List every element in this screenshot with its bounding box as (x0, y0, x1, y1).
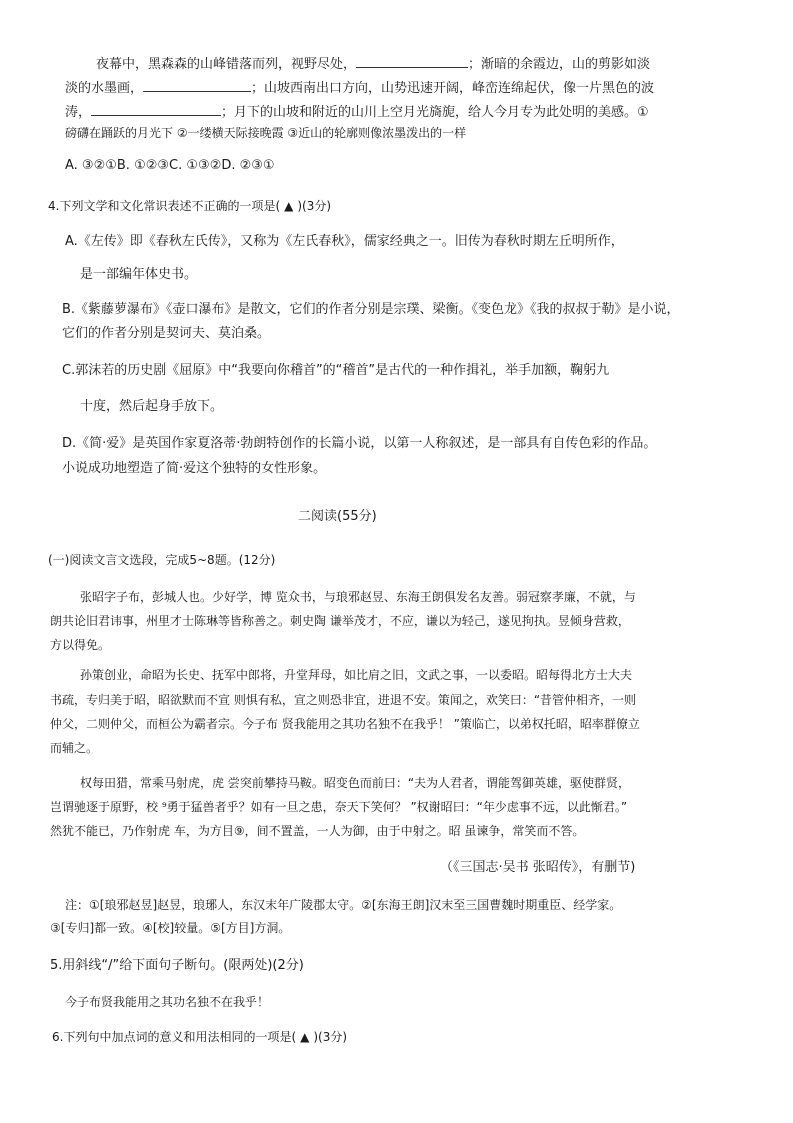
poem-line-2 (65, 77, 654, 98)
q4-option-d-line1: D.《简·爱》是英国作家夏洛蒂·勃朗特创作的长篇小说，以第一人称叙述，是一部具有自传色彩的作品。 (62, 436, 657, 451)
q5-sentence: 今子布贤我能用之其功名独不在我乎！ (65, 995, 270, 1009)
passage-p2-line3: 仲父，二则仲父，而桓公为霸者宗。今子布 贤我能用之其功名独不在我乎！ ”策临亡，以弟权托昭，昭率群僚立 (50, 717, 640, 731)
q4-option-c-line1: C.郭沫若的历史剧《屈原》中“我要向你稽首”的“稽首”是古代的一种作揖礼，举手加额，鞠躬九 (62, 363, 610, 378)
q6-stem-text: 6.下列句中加点词的意义和用法相同的一项是( (52, 1030, 297, 1044)
poem-text: 淡的水墨画， (65, 81, 144, 96)
notes-line1: 注：①[琅邪赵昱]赵昱，琅琊人，东汉末年广陵郡太守。②[东海王朗]汉末至三国曹魏时期重臣、经学家。 (65, 898, 622, 912)
q4-option-a-line1: A.《左传》即《春秋左氏传》，又称为《左氏春秋》，儒家经典之一。旧传为春秋时期左丘明所作， (65, 234, 624, 249)
q6-score: )(3分) (313, 1030, 348, 1044)
triangle-marker-icon: ▲ (284, 199, 294, 213)
poem-text: 涛， (65, 105, 92, 120)
answer-blank[interactable] (91, 101, 221, 116)
q4-stem (48, 197, 331, 215)
part1-header: (一)阅读文言文选段，完成5~8题。(12分) (48, 553, 276, 567)
q6-stem (52, 1028, 347, 1046)
q4-option-b-line2: 它们的作者分别是契诃夫、莫泊桑。 (62, 326, 271, 341)
notes-line2: ③[专归]都一致。④[校]较量。⑤[方目]方洞。 (50, 921, 291, 935)
passage-p3-line3: 然犹不能已，乃作射虎 车，为方目⑨，间不置盖，一人为御，由于中射之。昭 虽谏争，常笑而不答。 (50, 824, 585, 838)
poem-choices-line: 磅礴在踊跃的月光下 ②一缕横天际接晚霞 ③近山的轮廓则像浓墨泼出的一样 (65, 126, 467, 140)
passage-p3-line1: 权每田猎，常乘马射虎，虎 尝突前攀持马鞍。昭变色而前曰：“夫为人君者，谓能驾御英雄，驱使群贤， (80, 776, 631, 790)
poem-text: ；渐暗的余霞边，山的剪影如淡 (468, 57, 651, 72)
q4-score: )(3分) (297, 199, 332, 213)
passage-p2-line2: 书疏，专归美于昭，昭欲默而不宣 则惧有私，宣之则恐非宜，进退不安。策闻之，欢笑曰：“昔管仲相齐，一则 (50, 693, 637, 707)
poem-line-3 (65, 101, 649, 122)
q4-option-d-line2: 小说成功地塑造了简·爱这个独特的女性形象。 (62, 461, 327, 476)
section-title: 二阅读(55分) (298, 509, 377, 524)
q4-option-a-line2: 是一部编年体史书。 (80, 267, 198, 282)
poem-text: 夜幕中，黑森森的山峰错落而列，视野尽处， (96, 57, 357, 72)
poem-line-1 (96, 53, 650, 74)
triangle-marker-icon: ▲ (300, 1030, 310, 1044)
q5-stem: 5.用斜线“/”给下面句子断句。(限两处)(2分) (50, 958, 304, 973)
answer-blank[interactable] (356, 53, 468, 68)
passage-source: （《三国志·吴书 张昭传》，有删节) (440, 860, 636, 875)
q4-option-b-line1: B.《紫藤萝瀑布》《壶口瀑布》是散文，它们的作者分别是宗璞、梁衡。《变色龙》《我的叔叔于勒》是小说， (62, 302, 680, 317)
q3-options: A. ③②①B. ①②③C. ①③②D. ②③① (65, 158, 275, 173)
poem-text: ；月下的山坡和附近的山川上空月光旖旎，给人今月专为此处明的美感。① (221, 105, 649, 120)
passage-p2-line4: 而辅之。 (50, 741, 99, 755)
q4-option-c-line2: 十度，然后起身手放下。 (80, 399, 224, 414)
poem-text: ；山坡西南出口方向，山势迅速开阔，峰峦连绵起伏，像一片黑色的波 (251, 81, 655, 96)
q4-stem-text: 4.下列文学和文化常识表述不正确的一项是( (48, 199, 281, 213)
passage-p2-line1: 孙策创业，命昭为长史、抚军中郎将，升堂拜母，如比肩之旧，文武之事，一以委昭。昭每得北方士大夫 (80, 668, 633, 682)
answer-blank[interactable] (143, 77, 251, 92)
passage-p1-line3: 方以得免。 (50, 638, 111, 652)
passage-p1-line1: 张昭字子布，彭城人也。少好学，博 览众书，与琅邪赵昱、东海王朗俱发名友善。弱冠察孝廉，不就，与 (80, 590, 636, 604)
passage-p3-line2: 岂谓驰逐于原野，校 ⁹勇于猛兽者乎？如有一旦之患，奈天下笑何？ ”权谢昭曰：“年少虑事不远，以此惭君。” (50, 800, 628, 814)
passage-p1-line2: 朗共论旧君讳事，州里才士陈琳等皆称善之。刺史陶 谦举茂才，不应，谦以为轻己，遂见拘执。昱倾身营救， (50, 614, 630, 628)
